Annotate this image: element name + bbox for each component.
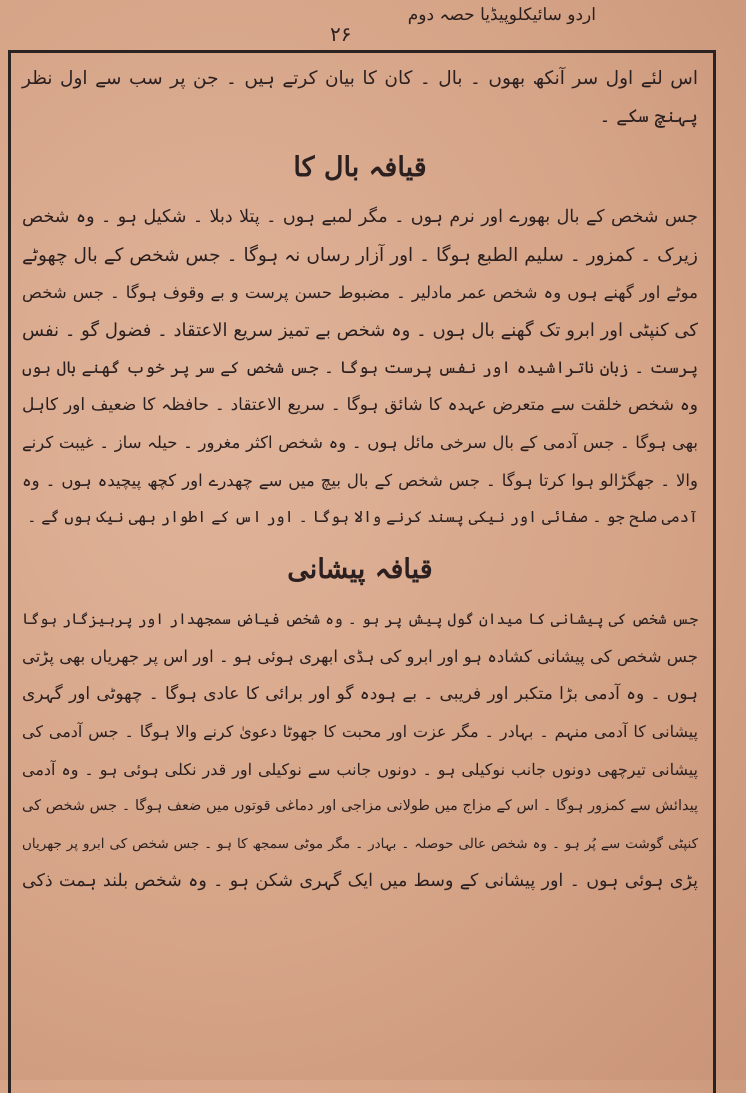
- text-line: وہ شخص خلقت سے متعرض عہدہ کا شائق ہوگا ۔ سریع الاعتقاد ۔ حافظہ کا ضعیف اور کاہل: [22, 394, 698, 415]
- text-line: موٹے اور گھنے ہوں وہ شخص عمر مادلیر ۔ مضبوط حسن پرست و بے وقوف ہوگا ۔ جس شخص: [22, 283, 698, 302]
- section-heading-forehead: قیافہ پیشانی: [287, 553, 433, 585]
- text-line: جس شخص کی پیشانی کشادہ ہو اور ابرو کی ہڈی ابھری ہوئی ہو ۔ اور اس پر جھریاں بھی پڑتی: [21, 647, 698, 666]
- text-line: زیرک ۔ کمزور ۔ سلیم الطبع ہوگا ۔ اور آزار رساں نہ ہوگا ۔ جس شخص کے بال چھوٹے: [22, 244, 698, 266]
- page-body: [22, 60, 698, 907]
- hair-paragraph: [22, 199, 698, 537]
- text-line: ہوں ۔ وہ آدمی بڑا متکبر اور فریبی ۔ بے ہودہ گو اور برائی کا عادی ہوگا ۔ چھوٹی اور گہری: [22, 683, 698, 704]
- text-line: پیشانی تیرچھی دونوں جانب نوکیلی ہو ۔ دونوں جانب سے نوکیلی اور قدر نکلی ہوئی ہو ۔ وہ آدمی: [22, 759, 698, 779]
- text-line: پرست ۔ زبان ناتراشیدہ اور نفس پرست ہوگا ۔ جس شخص کے سر پر خوب گھنے بال ہوں: [22, 358, 698, 377]
- text-line: آدمی صلح جو ۔ صفائی اور نیکی پسند کرنے والا ہوگا ۔ اور اس کے اطوار بھی نیک ہوں گے ۔: [27, 508, 698, 526]
- page-number: ۲۶: [330, 22, 352, 46]
- text-line: پیدائش سے کمزور ہوگا ۔ اس کے مزاج میں طولانی مزاجی اور دماغی قوتوں میں ضعف ہوگا ۔ جس شخص کی: [22, 798, 698, 814]
- text-line: والا ۔ جھگڑالو ہوا کرتا ہوگا ۔ جس شخص کے بال بیچ میں سے چھدرے اور کچھ پیچیدہ ہوں ۔ وہ: [22, 470, 698, 490]
- text-line: اس لئے اول سر آنکھ بھوں ۔ بال ۔ کان کا بیان کرتے ہیں ۔ جن پر سب سے اول نظر: [22, 68, 698, 89]
- text-line: جس شخص کے بال بھورے اور نرم ہوں ۔ مگر لمبے ہوں ۔ پتلا دبلا ۔ شکیل ہو ۔ وہ شخص: [22, 207, 698, 227]
- text-line: جس شخص کی پیشانی کا میدان گول پیش پر ہو ۔ وہ شخص فیاض سمجھدار اور پرہیزگار ہوگا: [22, 609, 698, 628]
- running-title: اردو سائیکلوپیڈیا حصہ دوم: [407, 5, 596, 25]
- text-line: پڑی ہوئی ہوں ۔ اور پیشانی کے وسط میں ایک گہری شکن ہو ۔ وہ شخص بلند ہمت ذکی: [22, 871, 698, 891]
- text-line: کی کنپٹی اور ابرو تک گھنے بال ہوں ۔ وہ شخص بے تمیز سریع الاعتقاد ۔ فضول گو ۔ نفس: [22, 319, 698, 341]
- section-heading-hair: قیافہ بال کا: [293, 152, 427, 183]
- forehead-paragraph: [22, 601, 698, 901]
- text-line: کنپٹی گوشت سے پُر ہو ۔ وہ شخص عالی حوصلہ ۔ بہادر ۔ مگر موٹی سمجھ کا ہو ۔ جس شخص کی ابرو پر جھریاں: [22, 835, 698, 852]
- text-line: پیشانی کا آدمی منہم ۔ بہادر ۔ مگر عزت اور محبت کا جھوٹا دعویٰ کرنے والا ہوگا ۔ جس آدمی کی: [22, 722, 699, 741]
- intro-paragraph: [22, 60, 698, 135]
- text-line: بھی ہوگا ۔ جس آدمی کے بال سرخی مائل ہوں ۔ وہ شخص اکثر مغرور ۔ حیلہ ساز ۔ غیبت کرنے: [22, 433, 698, 452]
- text-line: پہنچ سکے ۔: [599, 105, 698, 127]
